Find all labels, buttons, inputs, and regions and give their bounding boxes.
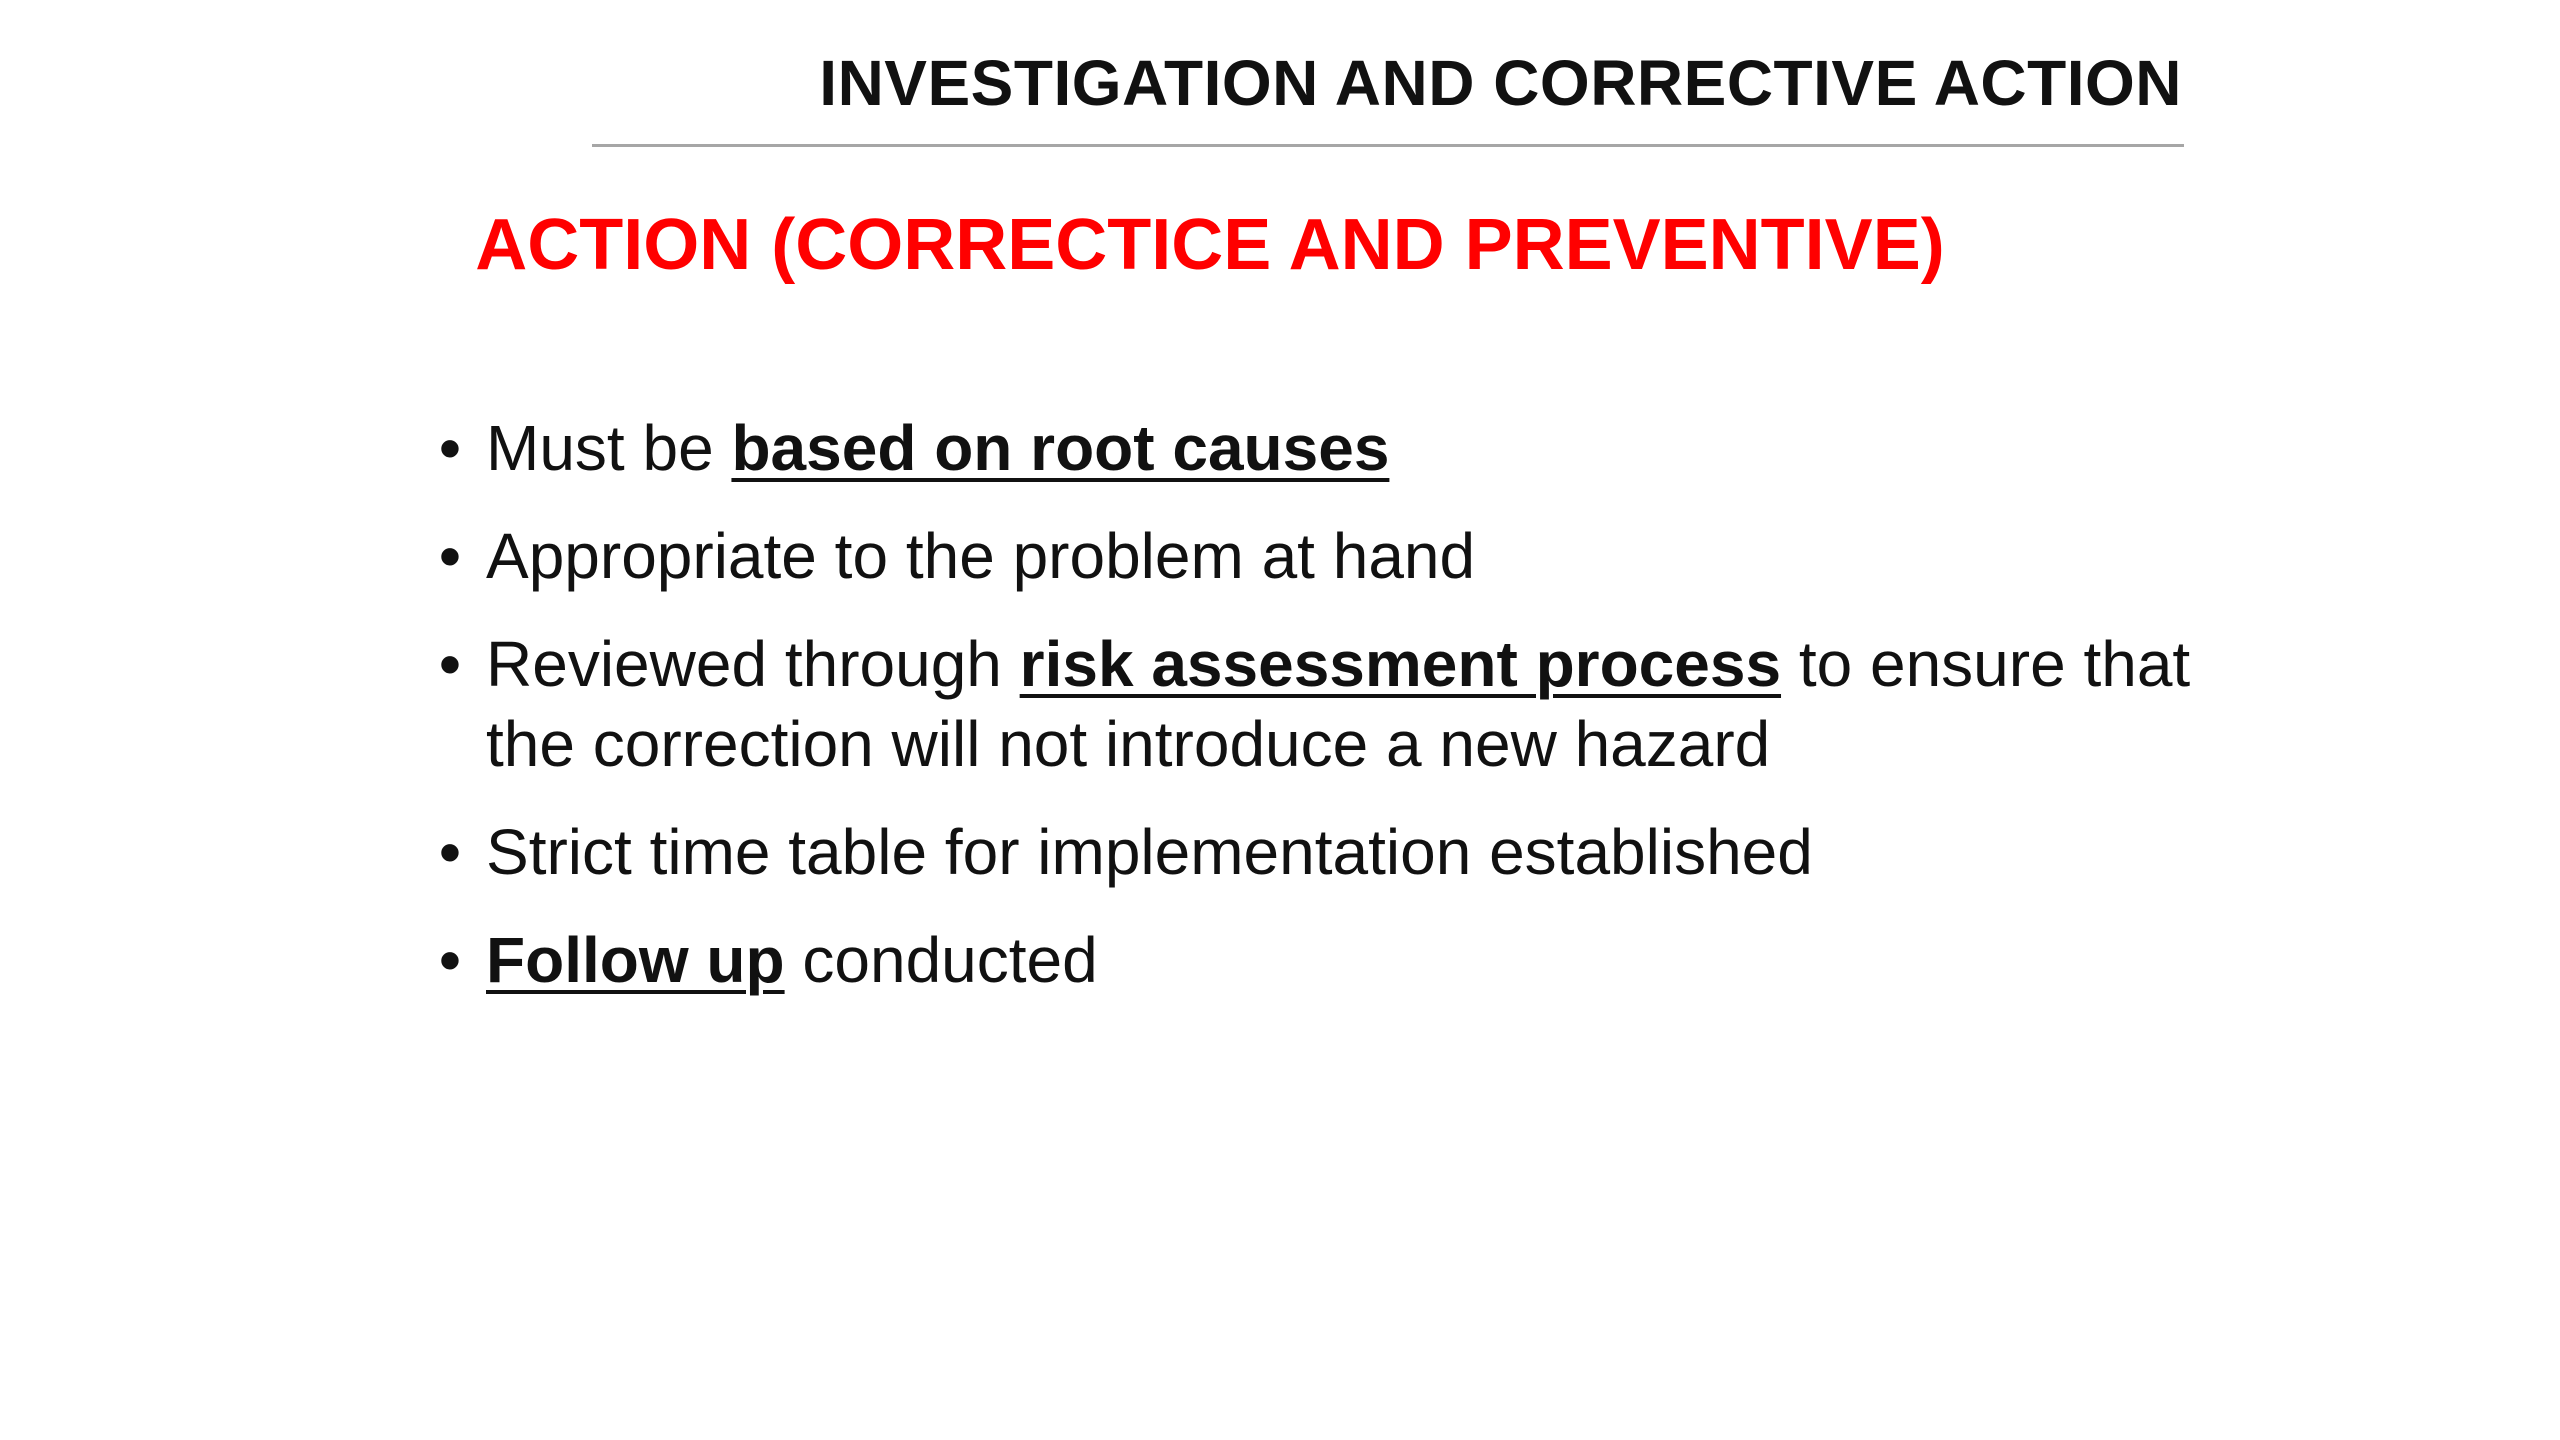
bullet-item-time-table (430, 812, 2230, 892)
bullet-text-continued: conducted (784, 924, 1098, 996)
bullet-icon: • (438, 816, 462, 888)
bullet-icon: • (438, 924, 462, 996)
bullet-item-root-causes (430, 408, 2230, 488)
bullet-item-risk-assessment (430, 624, 2230, 784)
bullet-item-follow-up (430, 920, 2230, 1000)
bullet-emphasis: risk assessment process (1019, 628, 1782, 700)
bullet-icon: • (438, 628, 462, 700)
bullet-item-appropriate (430, 516, 2230, 596)
bullet-icon: • (438, 412, 462, 484)
bullet-text: Reviewed through (486, 628, 1020, 700)
header-divider (592, 144, 2184, 147)
slide-header-title: INVESTIGATION AND CORRECTIVE ACTION (819, 47, 2182, 119)
bullet-text: Strict time table for implementation established (486, 816, 1813, 888)
bullet-list (430, 408, 2230, 1028)
bullet-icon: • (438, 520, 462, 592)
slide-subtitle: ACTION (CORRECTICE AND PREVENTIVE) (475, 205, 1945, 285)
bullet-text: Appropriate to the problem at hand (486, 520, 1476, 592)
bullet-emphasis: based on root causes (731, 412, 1390, 484)
bullet-text-continued: to ensure that the correction will not introduce a new hazard (486, 628, 2191, 780)
bullet-emphasis: Follow up (486, 924, 785, 996)
bullet-text: Must be (486, 412, 732, 484)
